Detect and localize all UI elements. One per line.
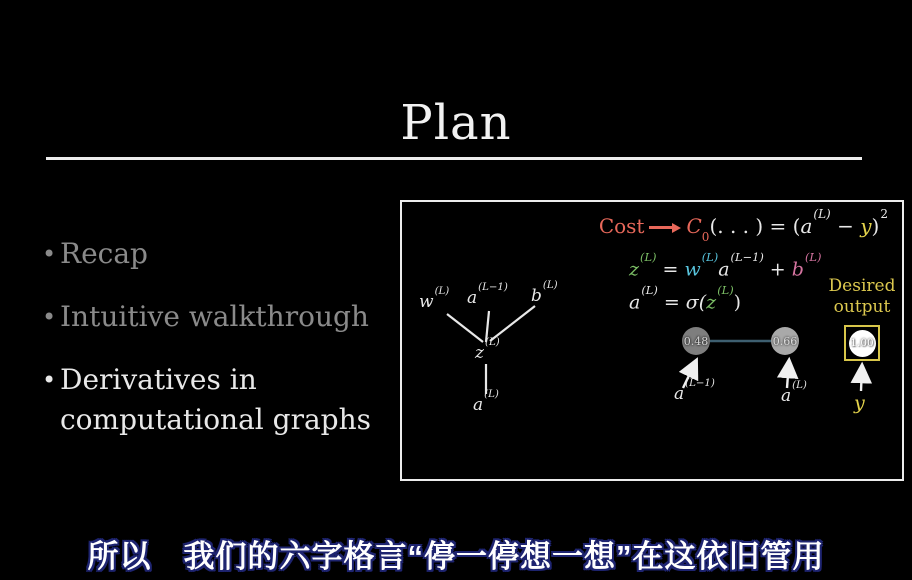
desired-output-caption bbox=[827, 276, 897, 318]
caption-line: Desired bbox=[828, 276, 896, 296]
math-sup-L: (L) bbox=[641, 282, 658, 297]
computational-graph-panel bbox=[400, 200, 904, 481]
tree-node-aout bbox=[473, 389, 499, 415]
math-token-b: b bbox=[791, 258, 804, 281]
math-sup-L: (L) bbox=[792, 380, 807, 392]
math-sup-L: (L) bbox=[717, 282, 734, 297]
list-item-label: Derivatives in computational graphs bbox=[60, 363, 371, 436]
tree-node-z bbox=[475, 337, 500, 363]
bullet-icon: • bbox=[42, 366, 57, 394]
math-token-eq: = bbox=[657, 291, 686, 314]
math-sup-L: (L) bbox=[484, 389, 499, 401]
neuron-value: 0.66 bbox=[772, 334, 798, 348]
math-token-minus: − bbox=[830, 214, 861, 238]
neuron-value: 0.48 bbox=[683, 334, 709, 348]
up-arrow-aout bbox=[787, 361, 789, 388]
desired-output-neuron bbox=[849, 330, 876, 357]
math-sup-L: (L) bbox=[640, 249, 657, 264]
math-sup-L: (L) bbox=[813, 206, 831, 221]
math-token-b: b bbox=[531, 286, 542, 306]
title-underline bbox=[46, 157, 862, 160]
graph-edges-layer bbox=[402, 202, 902, 479]
caption-line: output bbox=[833, 297, 891, 317]
math-token-z: z bbox=[629, 258, 640, 281]
math-token-w: w bbox=[419, 292, 434, 312]
math-token-y: y bbox=[854, 392, 865, 414]
math-sup-Lm1: (L−1) bbox=[685, 378, 715, 390]
cost-word: Cost bbox=[598, 214, 645, 238]
math-sup-Lm1: (L−1) bbox=[478, 282, 508, 294]
math-token-y: y bbox=[860, 214, 872, 238]
edge-w-to-z bbox=[447, 314, 483, 342]
math-token-z: z bbox=[475, 343, 484, 363]
page-title: Plan bbox=[400, 95, 512, 151]
math-token-a: a bbox=[473, 395, 484, 415]
math-token-a: a bbox=[674, 384, 685, 404]
math-sup-L: (L) bbox=[484, 337, 500, 349]
list-item-recap bbox=[42, 234, 402, 274]
math-token-a: a bbox=[781, 386, 792, 406]
math-sub-0: 0 bbox=[701, 229, 710, 244]
label-aprev bbox=[674, 378, 715, 404]
math-sup-L: (L) bbox=[434, 286, 450, 298]
math-token-C: C bbox=[686, 214, 702, 238]
tree-node-b bbox=[531, 280, 558, 306]
bullet-icon: • bbox=[42, 240, 57, 268]
math-token-a: a bbox=[718, 258, 730, 281]
label-aout bbox=[781, 380, 807, 406]
label-y bbox=[854, 392, 865, 414]
z-equation bbox=[629, 249, 822, 281]
math-token-mid: (. . . ) = ( bbox=[709, 214, 801, 238]
math-token-z: z bbox=[706, 291, 717, 314]
tree-node-aprev bbox=[467, 282, 508, 308]
edge-b-to-z bbox=[490, 306, 535, 341]
math-sup-2: 2 bbox=[880, 206, 888, 221]
math-token-close: ) bbox=[733, 291, 742, 314]
desired-output-box bbox=[844, 325, 880, 361]
math-token-plus: + bbox=[763, 258, 792, 281]
list-item-label: Recap bbox=[60, 237, 148, 270]
math-sup-L: (L) bbox=[804, 249, 822, 264]
list-item-intuitive-walkthrough bbox=[42, 297, 402, 337]
list-item-derivatives bbox=[42, 360, 402, 440]
math-token-a: a bbox=[467, 288, 478, 308]
math-token-close: ) bbox=[871, 214, 880, 238]
math-sup-L: (L) bbox=[542, 280, 558, 292]
tree-node-w bbox=[419, 286, 450, 312]
math-token-sigma: σ( bbox=[685, 291, 707, 314]
math-token-a: a bbox=[800, 214, 813, 238]
math-token-a: a bbox=[629, 291, 641, 314]
neuron-output-activation bbox=[771, 327, 799, 355]
cost-arrow-icon bbox=[649, 223, 681, 233]
math-sup-Lm1: (L−1) bbox=[730, 249, 764, 264]
agenda-list bbox=[42, 234, 402, 463]
cost-equation bbox=[598, 206, 888, 244]
math-token-eq: = bbox=[656, 258, 685, 281]
neuron-value: 1.00 bbox=[850, 337, 874, 349]
up-arrow-y bbox=[861, 366, 862, 391]
video-subtitle: 所以 我们的六字格言“停一停想一想”在这依旧管用 bbox=[87, 539, 825, 574]
bullet-icon: • bbox=[42, 303, 57, 331]
neuron-prev-activation bbox=[682, 327, 710, 355]
math-sup-L: (L) bbox=[701, 249, 719, 264]
a-equation bbox=[629, 282, 742, 314]
math-token-w: w bbox=[684, 258, 701, 281]
list-item-label: Intuitive walkthrough bbox=[60, 300, 369, 333]
